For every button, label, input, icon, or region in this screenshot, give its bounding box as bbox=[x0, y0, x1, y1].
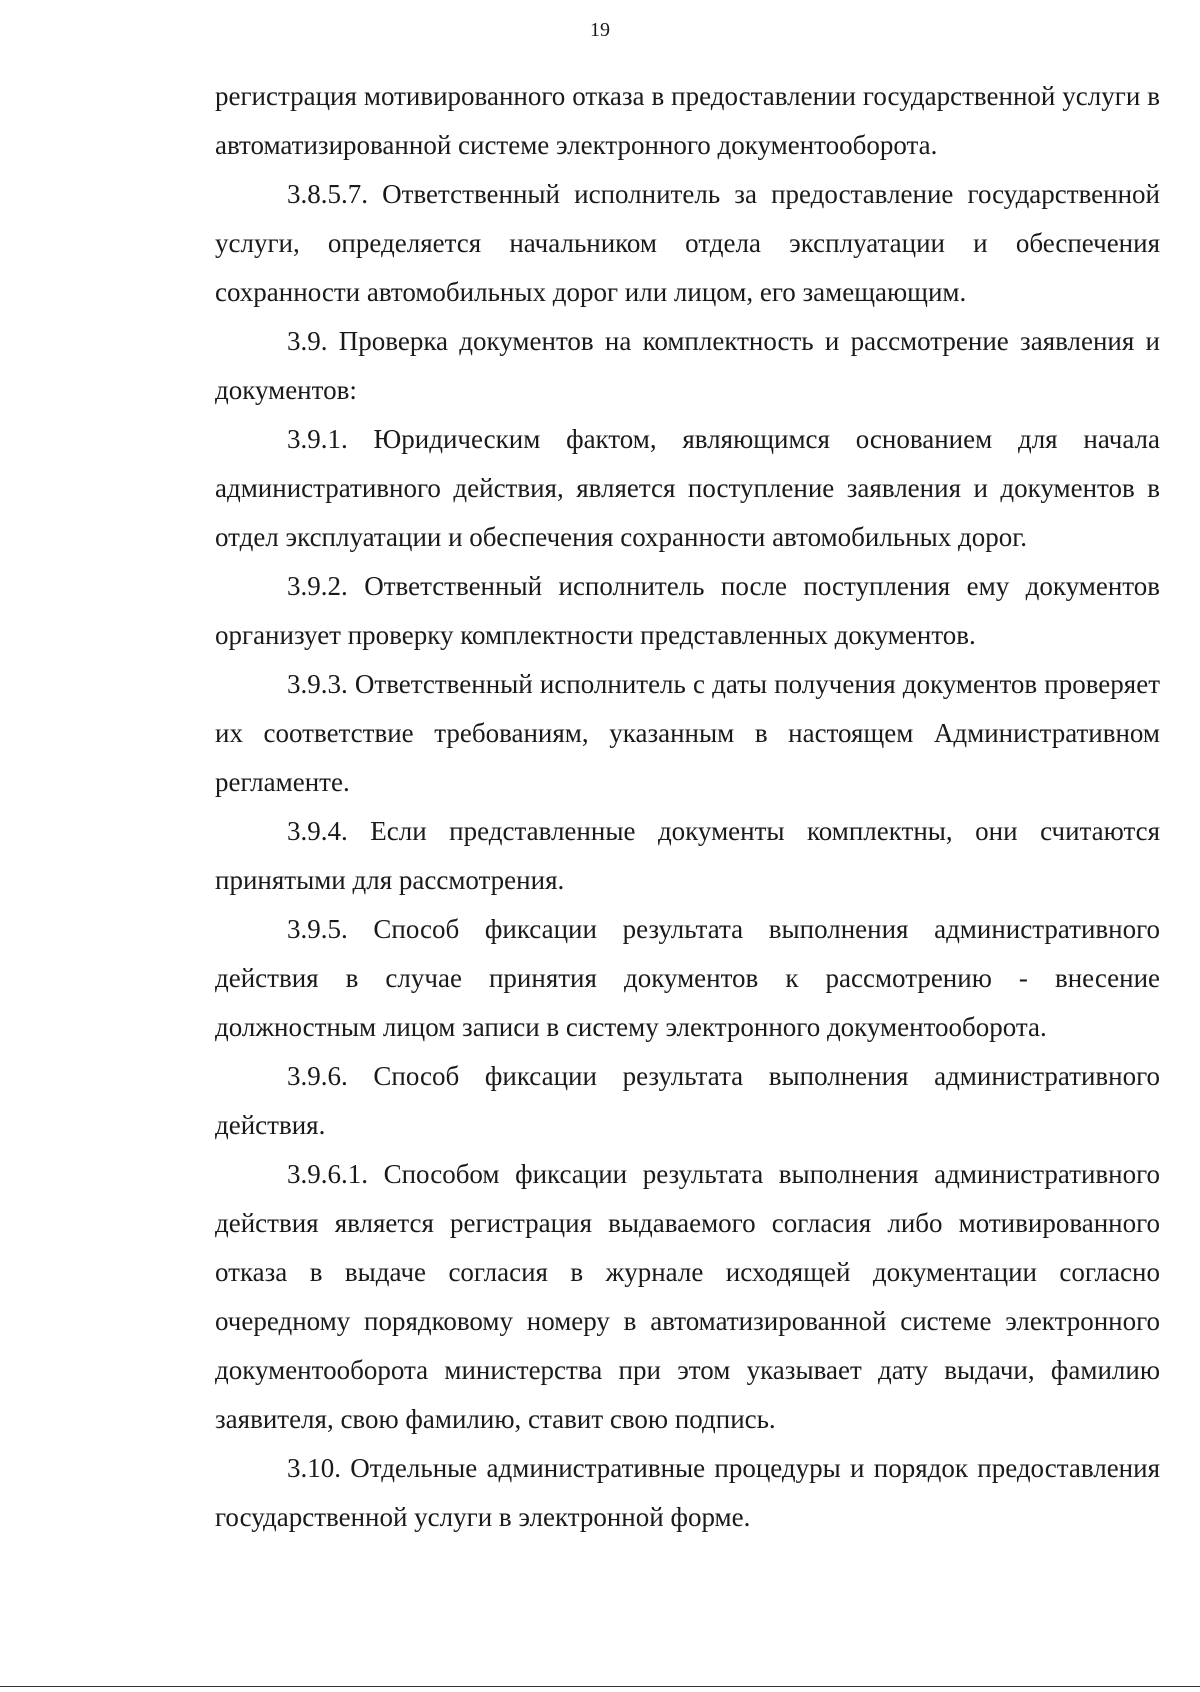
paragraph: 3.9.4. Если представленные документы комплектны, они считаются принятыми для рассмотрения. bbox=[215, 816, 1160, 895]
paragraph: 3.9.5. Способ фиксации результата выполнения административного действия в случае принятия документов к рассмотрению - внесение должностным лицом записи в систему электронного документооборота. bbox=[215, 914, 1160, 1042]
paragraph: 3.9.1. Юридическим фактом, являющимся основанием для начала административного действия, является поступление заявления и документов в отдел эксплуатации и обеспечения сохранности автомобильных дорог. bbox=[215, 424, 1160, 552]
paragraph: 3.9.2. Ответственный исполнитель после поступления ему документов организует проверку комплектности представленных документов. bbox=[215, 571, 1160, 650]
paragraph: 3.8.5.7. Ответственный исполнитель за предоставление государственной услуги, определяется начальником отдела эксплуатации и обеспечения сохранности автомобильных дорог или лицом, его замещающим. bbox=[215, 179, 1160, 307]
document-body bbox=[215, 72, 1160, 1542]
paragraph: 3.10. Отдельные административные процедуры и порядок предоставления государственной услуги в электронной форме. bbox=[215, 1453, 1160, 1532]
paragraph: 3.9.3. Ответственный исполнитель с даты получения документов проверяет их соответствие требованиям, указанным в настоящем Административном регламенте. bbox=[215, 669, 1160, 797]
paragraph: регистрация мотивированного отказа в предоставлении государственной услуги в автоматизированной системе электронного документооборота. bbox=[215, 81, 1160, 160]
bottom-rule bbox=[0, 1686, 1200, 1687]
paragraph: 3.9.6. Способ фиксации результата выполнения административного действия. bbox=[215, 1061, 1160, 1140]
paragraph: 3.9.6.1. Способом фиксации результата выполнения административного действия является регистрация выдаваемого согласия либо мотивированного отказа в выдаче согласия в журнале исходящей документации согласно очередному порядковому номеру в автоматизированной системе электронного документооборота министерства при этом указывает дату выдачи, фамилию заявителя, свою фамилию, ставит свою подпись. bbox=[215, 1159, 1160, 1434]
page-number: 19 bbox=[590, 19, 610, 41]
paragraph: 3.9. Проверка документов на комплектность и рассмотрение заявления и документов: bbox=[215, 326, 1160, 405]
